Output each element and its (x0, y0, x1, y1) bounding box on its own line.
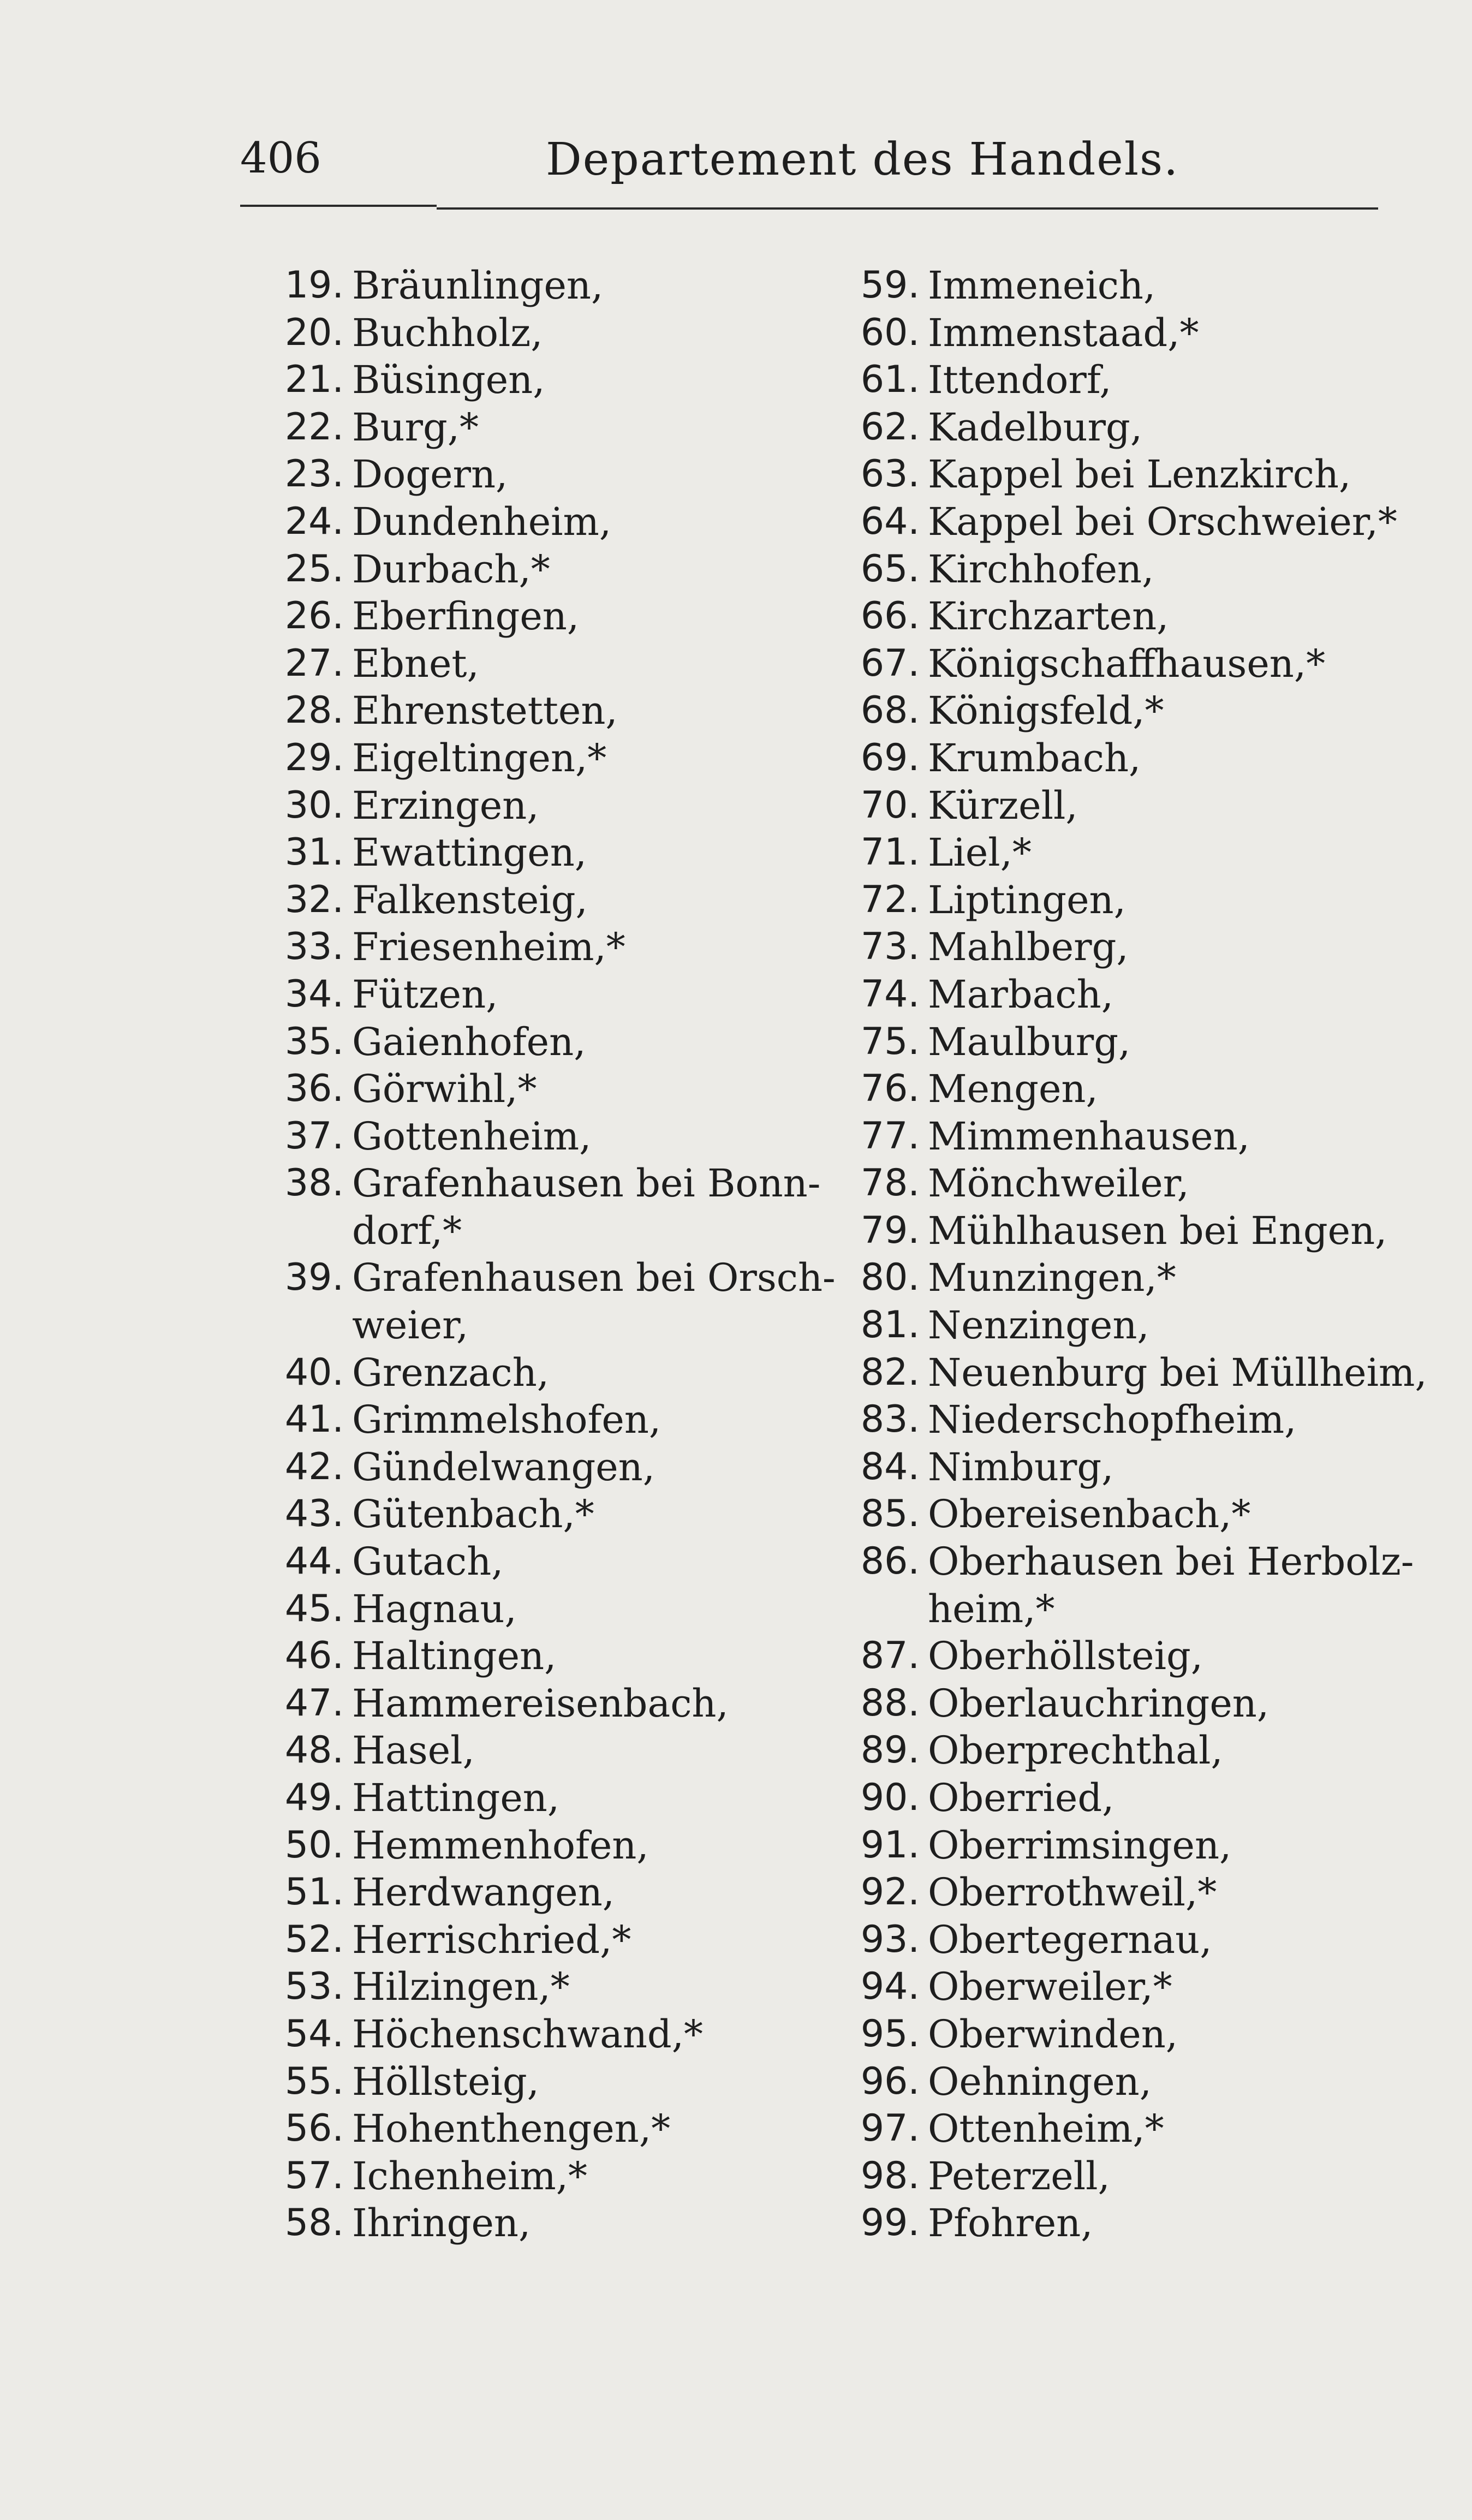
place-name: Büsingen, (352, 358, 545, 403)
place-name: Munzingen,* (928, 1255, 1176, 1301)
place-name: Grafenhausen bei Orsch- (352, 1255, 836, 1301)
item-number: 63. (860, 452, 920, 496)
place-name: Falkensteig, (352, 877, 588, 922)
list-item-continuation (257, 1302, 830, 1349)
place-name: Oberried, (928, 1776, 1115, 1820)
item-number: 38. (284, 1161, 344, 1205)
item-number: 28. (284, 689, 344, 732)
list-item (832, 1065, 1400, 1113)
list-item (832, 1491, 1400, 1538)
list-item (832, 2153, 1400, 2200)
place-name: Gütenbach,* (352, 1492, 594, 1537)
place-name: Krumbach, (928, 735, 1141, 781)
list-item (257, 1963, 830, 2011)
item-number: 61. (860, 358, 920, 402)
place-name: Maulburg, (928, 1019, 1131, 1064)
place-name: Peterzell, (928, 2153, 1110, 2199)
place-name: Oberrimsingen, (928, 1822, 1232, 1868)
item-number: 56. (284, 2107, 344, 2150)
list-item (257, 1160, 830, 1207)
list-item (832, 782, 1400, 830)
item-number: 42. (284, 1445, 344, 1488)
page-number: 406 (240, 134, 321, 183)
item-number: 70. (860, 783, 920, 827)
place-name: Niederschopfheim, (928, 1397, 1297, 1443)
list-item (832, 1396, 1400, 1444)
list-item (257, 2058, 830, 2106)
place-name: Grenzach, (352, 1350, 550, 1395)
list-item (257, 309, 830, 357)
list-item (257, 498, 830, 546)
place-name: Kirchzarten, (928, 594, 1169, 639)
place-name: Herdwangen, (352, 1870, 615, 1915)
item-number: 80. (860, 1256, 920, 1300)
list-item (257, 687, 830, 735)
item-number: 71. (860, 831, 920, 874)
place-name: Hagnau, (352, 1586, 517, 1631)
header-rule-right (437, 207, 1378, 210)
right-column (832, 262, 1427, 2247)
place-name: Ittendorf, (928, 358, 1112, 403)
list-item (832, 1254, 1400, 1302)
place-name: Dogern, (352, 452, 508, 497)
list-item (257, 640, 830, 688)
item-number: 19. (284, 264, 344, 307)
place-name: Hattingen, (352, 1776, 560, 1820)
item-number: 37. (284, 1114, 344, 1158)
place-name: Kappel bei Lenzkirch, (928, 452, 1351, 497)
item-number: 41. (284, 1398, 344, 1441)
place-name: Immeneich, (928, 263, 1156, 308)
item-number: 47. (284, 1681, 344, 1725)
item-number: 93. (860, 1917, 920, 1961)
place-name: Fützen, (352, 972, 498, 1017)
list-item (832, 877, 1400, 924)
item-number: 99. (860, 2201, 920, 2245)
list-item (832, 1680, 1400, 1727)
place-name: Höllsteig, (352, 2059, 539, 2104)
list-item (257, 1538, 830, 1586)
item-number: 35. (284, 1020, 344, 1063)
item-number: 88. (860, 1681, 920, 1725)
list-item (832, 546, 1400, 593)
place-name: Kappel bei Orschweier,* (928, 499, 1397, 544)
list-item (832, 2105, 1400, 2153)
place-name: Buchholz, (352, 310, 543, 355)
list-item (832, 1018, 1400, 1066)
item-number: 33. (284, 925, 344, 969)
list-item (832, 1916, 1400, 1964)
item-number: 51. (284, 1870, 344, 1914)
place-name: Mahlberg, (928, 925, 1129, 970)
place-name: Ebnet, (352, 641, 479, 686)
item-number: 46. (284, 1634, 344, 1678)
list-item (832, 1207, 1400, 1255)
item-number: 95. (860, 2012, 920, 2056)
item-number: 55. (284, 2059, 344, 2103)
item-number: 69. (860, 736, 920, 779)
place-name: Liptingen, (928, 877, 1126, 922)
item-number: 96. (860, 2059, 920, 2103)
list-item-continuation (832, 1586, 1400, 1633)
item-number: 43. (284, 1492, 344, 1536)
place-name: heim,* (928, 1586, 1055, 1631)
place-name: weier, (352, 1303, 469, 1348)
list-item (832, 1538, 1414, 1586)
item-number: 23. (284, 452, 344, 496)
place-name: Durbach,* (352, 546, 550, 592)
place-name: Königschaffhausen,* (928, 641, 1326, 686)
item-number: 49. (284, 1776, 344, 1819)
item-number: 76. (860, 1067, 920, 1111)
list-item-continuation (257, 1207, 830, 1255)
list-item (832, 829, 1400, 877)
item-number: 91. (860, 1823, 920, 1867)
list-item (832, 498, 1400, 546)
list-item (832, 356, 1400, 404)
place-name: Nimburg, (928, 1444, 1114, 1490)
item-number: 74. (860, 972, 920, 1016)
list-item (257, 1018, 830, 1066)
list-item (257, 829, 830, 877)
list-item (257, 1586, 830, 1633)
place-name: Pfohren, (928, 2201, 1093, 2246)
item-number: 90. (860, 1776, 920, 1819)
list-item (257, 404, 830, 451)
place-name: Mimmenhausen, (928, 1113, 1250, 1159)
list-item (257, 1349, 830, 1397)
place-name: Neuenburg bei Müllheim, (928, 1350, 1427, 1395)
item-number: 65. (860, 547, 920, 591)
place-name: Mühlhausen bei Engen, (928, 1208, 1387, 1253)
place-name: Hohenthengen,* (352, 2106, 671, 2152)
item-number: 25. (284, 547, 344, 591)
item-number: 67. (860, 641, 920, 685)
place-name: Ichenheim,* (352, 2153, 587, 2199)
list-item (832, 404, 1400, 451)
list-item (257, 356, 830, 404)
list-item (832, 593, 1400, 640)
list-item (832, 2011, 1400, 2058)
place-name: Liel,* (928, 830, 1032, 875)
item-number: 73. (860, 925, 920, 969)
item-number: 53. (284, 1965, 344, 2009)
place-name: Hilzingen,* (352, 1964, 570, 2010)
item-number: 60. (860, 311, 920, 354)
place-name: Kirchhofen, (928, 546, 1154, 592)
item-number: 68. (860, 689, 920, 732)
item-number: 59. (860, 264, 920, 307)
list-item (832, 451, 1400, 498)
item-number: 24. (284, 499, 344, 543)
place-name: Kadelburg, (928, 404, 1143, 450)
place-name: Gottenheim, (352, 1113, 592, 1159)
item-number: 72. (860, 878, 920, 921)
item-number: 89. (860, 1729, 920, 1772)
item-number: 57. (284, 2154, 344, 2197)
item-number: 58. (284, 2201, 344, 2245)
item-number: 77. (860, 1114, 920, 1158)
list-item (832, 1727, 1400, 1774)
place-name: Höchenschwand,* (352, 2011, 703, 2057)
list-item (257, 1444, 830, 1491)
item-number: 39. (284, 1256, 344, 1300)
item-number: 20. (284, 311, 344, 354)
list-item (257, 2105, 830, 2153)
place-name: Gündelwangen, (352, 1444, 655, 1490)
list-item (832, 1963, 1400, 2011)
list-item (832, 1822, 1400, 1869)
list-item (832, 2200, 1400, 2247)
item-number: 40. (284, 1350, 344, 1394)
list-item (832, 1869, 1400, 1916)
item-number: 21. (284, 358, 344, 402)
list-item (832, 1633, 1400, 1680)
place-name: Nenzingen, (928, 1303, 1149, 1348)
place-name: dorf,* (352, 1208, 462, 1253)
page-header (240, 134, 1378, 194)
place-name: Eigeltingen,* (352, 735, 607, 781)
place-name: Obereisenbach,* (928, 1492, 1251, 1537)
item-number: 87. (860, 1634, 920, 1678)
list-item (257, 782, 830, 830)
list-item (832, 971, 1400, 1018)
list-item (832, 1349, 1427, 1397)
list-item (257, 262, 830, 309)
list-item (257, 1680, 830, 1727)
item-number: 22. (284, 405, 344, 449)
item-number: 97. (860, 2107, 920, 2150)
item-number: 54. (284, 2012, 344, 2056)
place-name: Marbach, (928, 972, 1113, 1017)
list-item (257, 1254, 836, 1302)
place-name: Hasel, (352, 1728, 475, 1773)
list-item (257, 971, 830, 1018)
place-name: Burg,* (352, 404, 479, 450)
item-number: 50. (284, 1823, 344, 1867)
item-number: 83. (860, 1398, 920, 1441)
place-name: Gutach, (352, 1539, 504, 1584)
place-name: Immenstaad,* (928, 310, 1199, 355)
item-number: 45. (284, 1587, 344, 1630)
place-name: Gaienhofen, (352, 1019, 586, 1064)
list-item (257, 1396, 830, 1444)
place-name: Ewattingen, (352, 830, 587, 875)
item-number: 34. (284, 972, 344, 1016)
place-name: Hammereisenbach, (352, 1681, 729, 1726)
list-item (832, 735, 1400, 782)
place-name: Haltingen, (352, 1634, 557, 1679)
place-name: Eberfingen, (352, 594, 580, 639)
item-number: 92. (860, 1870, 920, 1914)
list-item (257, 2200, 830, 2247)
list-item (257, 877, 830, 924)
list-item (832, 309, 1400, 357)
item-number: 85. (860, 1492, 920, 1536)
list-item (257, 1774, 830, 1822)
list-item (257, 735, 830, 782)
place-name: Oberrothweil,* (928, 1870, 1217, 1915)
item-number: 81. (860, 1303, 920, 1347)
item-number: 86. (860, 1540, 920, 1583)
list-item (257, 2153, 830, 2200)
item-number: 52. (284, 1917, 344, 1961)
place-name: Mengen, (928, 1067, 1098, 1112)
list-item (257, 451, 830, 498)
list-item (257, 1065, 830, 1113)
item-number: 94. (860, 1965, 920, 2009)
list-item (257, 1491, 830, 1538)
item-number: 26. (284, 594, 344, 638)
item-number: 64. (860, 499, 920, 543)
list-item (257, 1727, 830, 1774)
item-number: 75. (860, 1020, 920, 1063)
list-item (832, 640, 1400, 688)
item-number: 29. (284, 736, 344, 779)
place-name: Obertegernau, (928, 1917, 1212, 1962)
left-column (257, 262, 836, 2247)
list-item (257, 924, 830, 971)
place-name: Grimmelshofen, (352, 1397, 661, 1443)
list-item (832, 262, 1400, 309)
place-name: Herrischried,* (352, 1917, 631, 1962)
place-name: Erzingen, (352, 783, 539, 828)
place-name: Oberhöllsteig, (928, 1634, 1203, 1679)
place-name: Königsfeld,* (928, 688, 1164, 734)
place-name: Hemmenhofen, (352, 1822, 649, 1868)
list-item (257, 1916, 830, 1964)
list-item (832, 1113, 1400, 1160)
item-number: 30. (284, 783, 344, 827)
place-name: Oberweiler,* (928, 1964, 1172, 2010)
list-item (832, 1302, 1400, 1349)
list-item (832, 1444, 1400, 1491)
list-item (832, 1160, 1400, 1207)
item-number: 44. (284, 1540, 344, 1583)
list-item (257, 1633, 830, 1680)
place-name: Oberprechthal, (928, 1728, 1223, 1773)
item-number: 78. (860, 1161, 920, 1205)
list-item (832, 2058, 1400, 2106)
list-item (832, 1774, 1400, 1822)
place-name: Friesenheim,* (352, 925, 625, 970)
place-name: Oehningen, (928, 2059, 1152, 2104)
place-name: Bräunlingen, (352, 263, 604, 308)
item-number: 48. (284, 1729, 344, 1772)
item-number: 79. (860, 1208, 920, 1252)
list-item (257, 593, 830, 640)
item-number: 32. (284, 878, 344, 921)
place-name: Dundenheim, (352, 499, 612, 544)
place-name: Mönchweiler, (928, 1161, 1189, 1206)
list-item (257, 2011, 830, 2058)
list-item (832, 924, 1400, 971)
item-number: 98. (860, 2154, 920, 2197)
place-name: Oberlauchringen, (928, 1681, 1270, 1726)
place-name: Ottenheim,* (928, 2106, 1164, 2152)
place-name: Ehrenstetten, (352, 688, 618, 734)
item-number: 62. (860, 405, 920, 449)
item-number: 66. (860, 594, 920, 638)
list-item (257, 1822, 830, 1869)
item-number: 27. (284, 641, 344, 685)
place-name: Grafenhausen bei Bonn- (352, 1161, 821, 1206)
list-item (257, 546, 830, 593)
item-number: 31. (284, 831, 344, 874)
item-number: 36. (284, 1067, 344, 1111)
list-item (832, 687, 1400, 735)
place-name: Oberhausen bei Herbolz- (928, 1539, 1414, 1584)
list-item (257, 1113, 830, 1160)
place-name: Oberwinden, (928, 2011, 1178, 2057)
place-name: Görwihl,* (352, 1067, 537, 1112)
list-item (257, 1869, 830, 1916)
item-number: 82. (860, 1350, 920, 1394)
place-name: Kürzell, (928, 783, 1078, 828)
header-rule-left (240, 205, 437, 207)
item-number: 84. (860, 1445, 920, 1488)
place-name: Ihringen, (352, 2201, 531, 2246)
running-title: Departement des Handels. (546, 134, 1179, 186)
